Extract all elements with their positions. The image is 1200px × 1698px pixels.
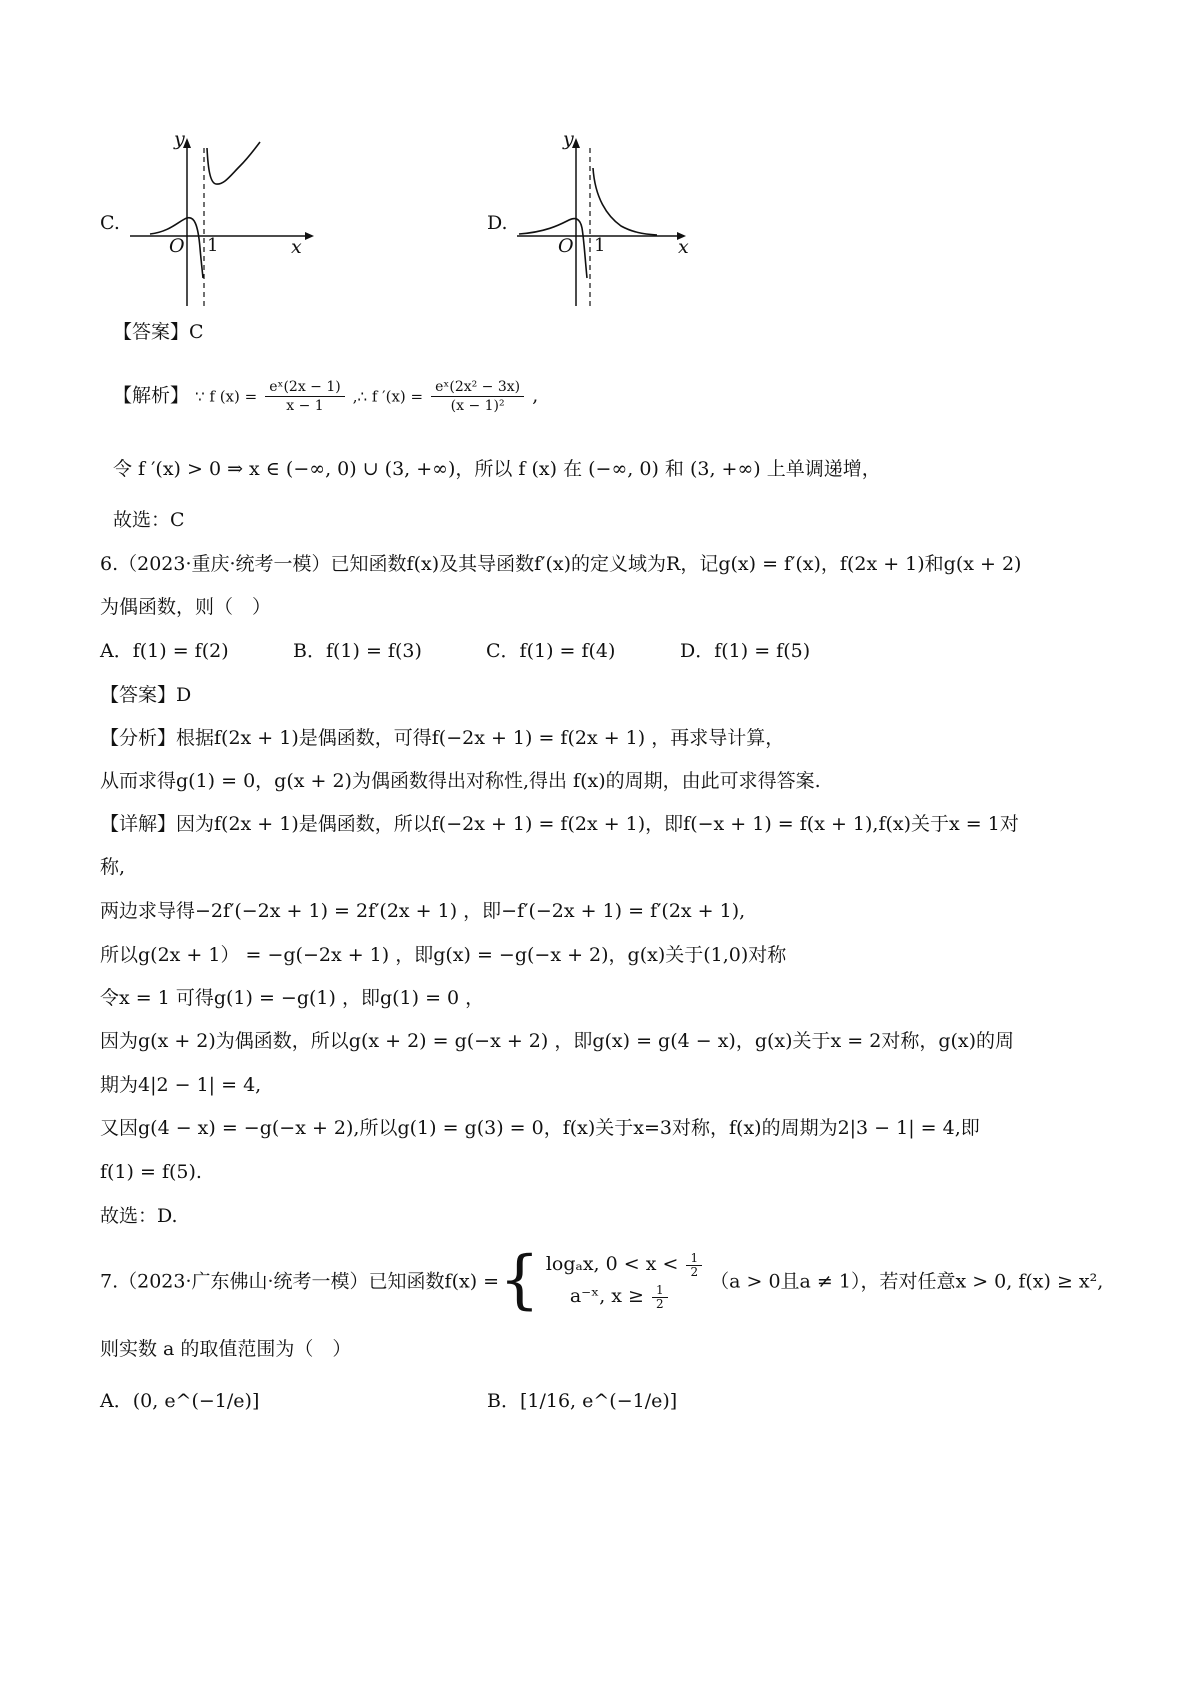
q6-detail-line9: f(1) = f(5).	[100, 1161, 202, 1183]
q7-half2-den: 2	[656, 1296, 664, 1311]
q6-detail-line8: 又因g(4 − x) = −g(−x + 2),所以g(1) = g(3) = 0，f(x)关于x=3对称，f(x)的周期为2|3 − 1| = 4,即	[100, 1117, 980, 1139]
q5-fraction-f	[265, 378, 344, 415]
q7-piecewise	[546, 1248, 704, 1312]
graph-c-one-label: 1	[207, 235, 219, 256]
q7-half1-den: 2	[690, 1264, 699, 1279]
graph-d-y-label: y	[563, 128, 574, 150]
q7-piece1: logₐx, 0 < x <	[545, 1253, 679, 1275]
q7-option-a-value: (0, e^(−1/e)]	[132, 1390, 260, 1412]
graph-c	[130, 128, 330, 308]
q6-detail-line6: 因为g(x + 2)为偶函数，所以g(x + 2) = g(−x + 2) ，即g(x) = g(4 − x)，g(x)关于x = 2对称，g(x)的周	[100, 1030, 1015, 1052]
q5-frac2-numerator: eˣ(2x² − 3x)	[431, 378, 524, 397]
graph-d	[517, 128, 717, 308]
q5-analysis-tag: 【解析】	[113, 384, 190, 407]
q6-stem-line1: 6.（2023·重庆·统考一模）已知函数f(x)及其导函数f′(x)的定义域为R，记g(x) = f′(x)，f(2x + 1)和g(x + 2)	[100, 553, 1022, 575]
q7-stem-line1	[100, 1243, 1104, 1324]
graph-c-y-label: y	[174, 128, 185, 150]
graph-d-origin-label: O	[558, 235, 574, 257]
q5-frac1-denominator: x − 1	[286, 398, 324, 414]
q7-stem-line2: 则实数 a 的取值范围为（ ）	[100, 1338, 352, 1360]
graph-d-one-label: 1	[594, 235, 606, 256]
q6-detail-line4: 所以g(2x + 1） = −g(−2x + 1) ，即g(x) = −g(−x + 2)，g(x)关于(1,0)对称	[100, 944, 787, 966]
q6-detail-line10: 故选：D.	[100, 1205, 178, 1227]
q6-detail-line2: 称,	[100, 856, 126, 878]
option-c-label: C.	[100, 212, 120, 234]
q7-half1-num: 1	[686, 1252, 702, 1266]
q5-answer: 【答案】C	[113, 321, 204, 343]
q7-option-b-value: [1/16, e^(−1/e)]	[519, 1390, 678, 1412]
q6-option-d: D．f(1) = f(5)	[680, 640, 811, 662]
q6-analysis-line1: 【分析】根据f(2x + 1)是偶函数，可得f(−2x + 1) = f(2x + 1) ，再求导计算，	[100, 727, 785, 749]
q7-option-b	[487, 1387, 677, 1415]
q7-piece2: a⁻ˣ, x ≥	[569, 1285, 644, 1307]
graph-d-x-label: x	[678, 236, 689, 258]
q6-option-c: C．f(1) = f(4)	[486, 640, 616, 662]
q6-detail-line7: 期为4|2 − 1| = 4,	[100, 1074, 262, 1096]
q6-analysis-line2: 从而求得g(1) = 0，g(x + 2)为偶函数得出对称性,得出 f(x)的周期，由此可求得答案.	[100, 770, 821, 792]
q7-half2-num: 1	[652, 1284, 668, 1298]
graph-c-x-label: x	[291, 236, 302, 258]
q6-option-a: A．f(1) = f(2)	[100, 640, 229, 662]
q7-option-a-label: A．	[100, 1390, 133, 1412]
q5-therefore: ,∴ f ′(x) =	[352, 387, 424, 406]
q5-frac1-numerator: eˣ(2x − 1)	[265, 378, 344, 397]
q5-analysis	[113, 378, 538, 415]
q6-stem-line2: 为偶函数，则（ ）	[100, 596, 272, 618]
q7-stem-condition: （a > 0且a ≠ 1），若对任意x > 0, f(x) ≥ x²,	[710, 1270, 1104, 1293]
q6-detail-line5: 令x = 1 可得g(1) = −g(1) ，即g(1) = 0 ，	[100, 987, 485, 1009]
q7-option-a	[100, 1387, 259, 1415]
q5-fraction-fprime	[431, 378, 524, 415]
q6-detail-line3: 两边求导得−2f′(−2x + 1) = 2f′(2x + 1) ，即−f′(−2x + 1) = f′(2x + 1),	[100, 900, 746, 922]
q5-frac2-denominator: (x − 1)²	[450, 398, 505, 414]
option-d-label: D.	[487, 212, 508, 234]
q6-option-b: B．f(1) = f(3)	[293, 640, 422, 662]
q7-option-b-label: B．	[487, 1390, 520, 1412]
q6-detail-line1: 【详解】因为f(2x + 1)是偶函数，所以f(−2x + 1) = f(2x + 1)，即f(−x + 1) = f(x + 1),f(x)关于x = 1对	[100, 813, 1019, 835]
q7-stem-prefix: 7.（2023·广东佛山·统考一模）已知函数f(x) =	[100, 1270, 500, 1293]
q6-answer: 【答案】D	[100, 684, 192, 706]
graph-c-origin-label: O	[169, 235, 185, 257]
q5-because: ∵ f (x) =	[195, 387, 258, 406]
q7-piece2-half	[652, 1284, 668, 1311]
piecewise-brace-icon: {	[499, 1243, 540, 1317]
q5-analysis-line2: 令 f ′(x) > 0 ⇒ x ∈ (−∞, 0) ∪ (3, +∞)，所以 f (x) 在 (−∞, 0) 和 (3, +∞) 上单调递增，	[113, 458, 881, 480]
q5-analysis-end: ,	[532, 384, 539, 407]
q7-piece1-half	[686, 1252, 702, 1279]
q5-conclusion: 故选：C	[113, 509, 185, 531]
